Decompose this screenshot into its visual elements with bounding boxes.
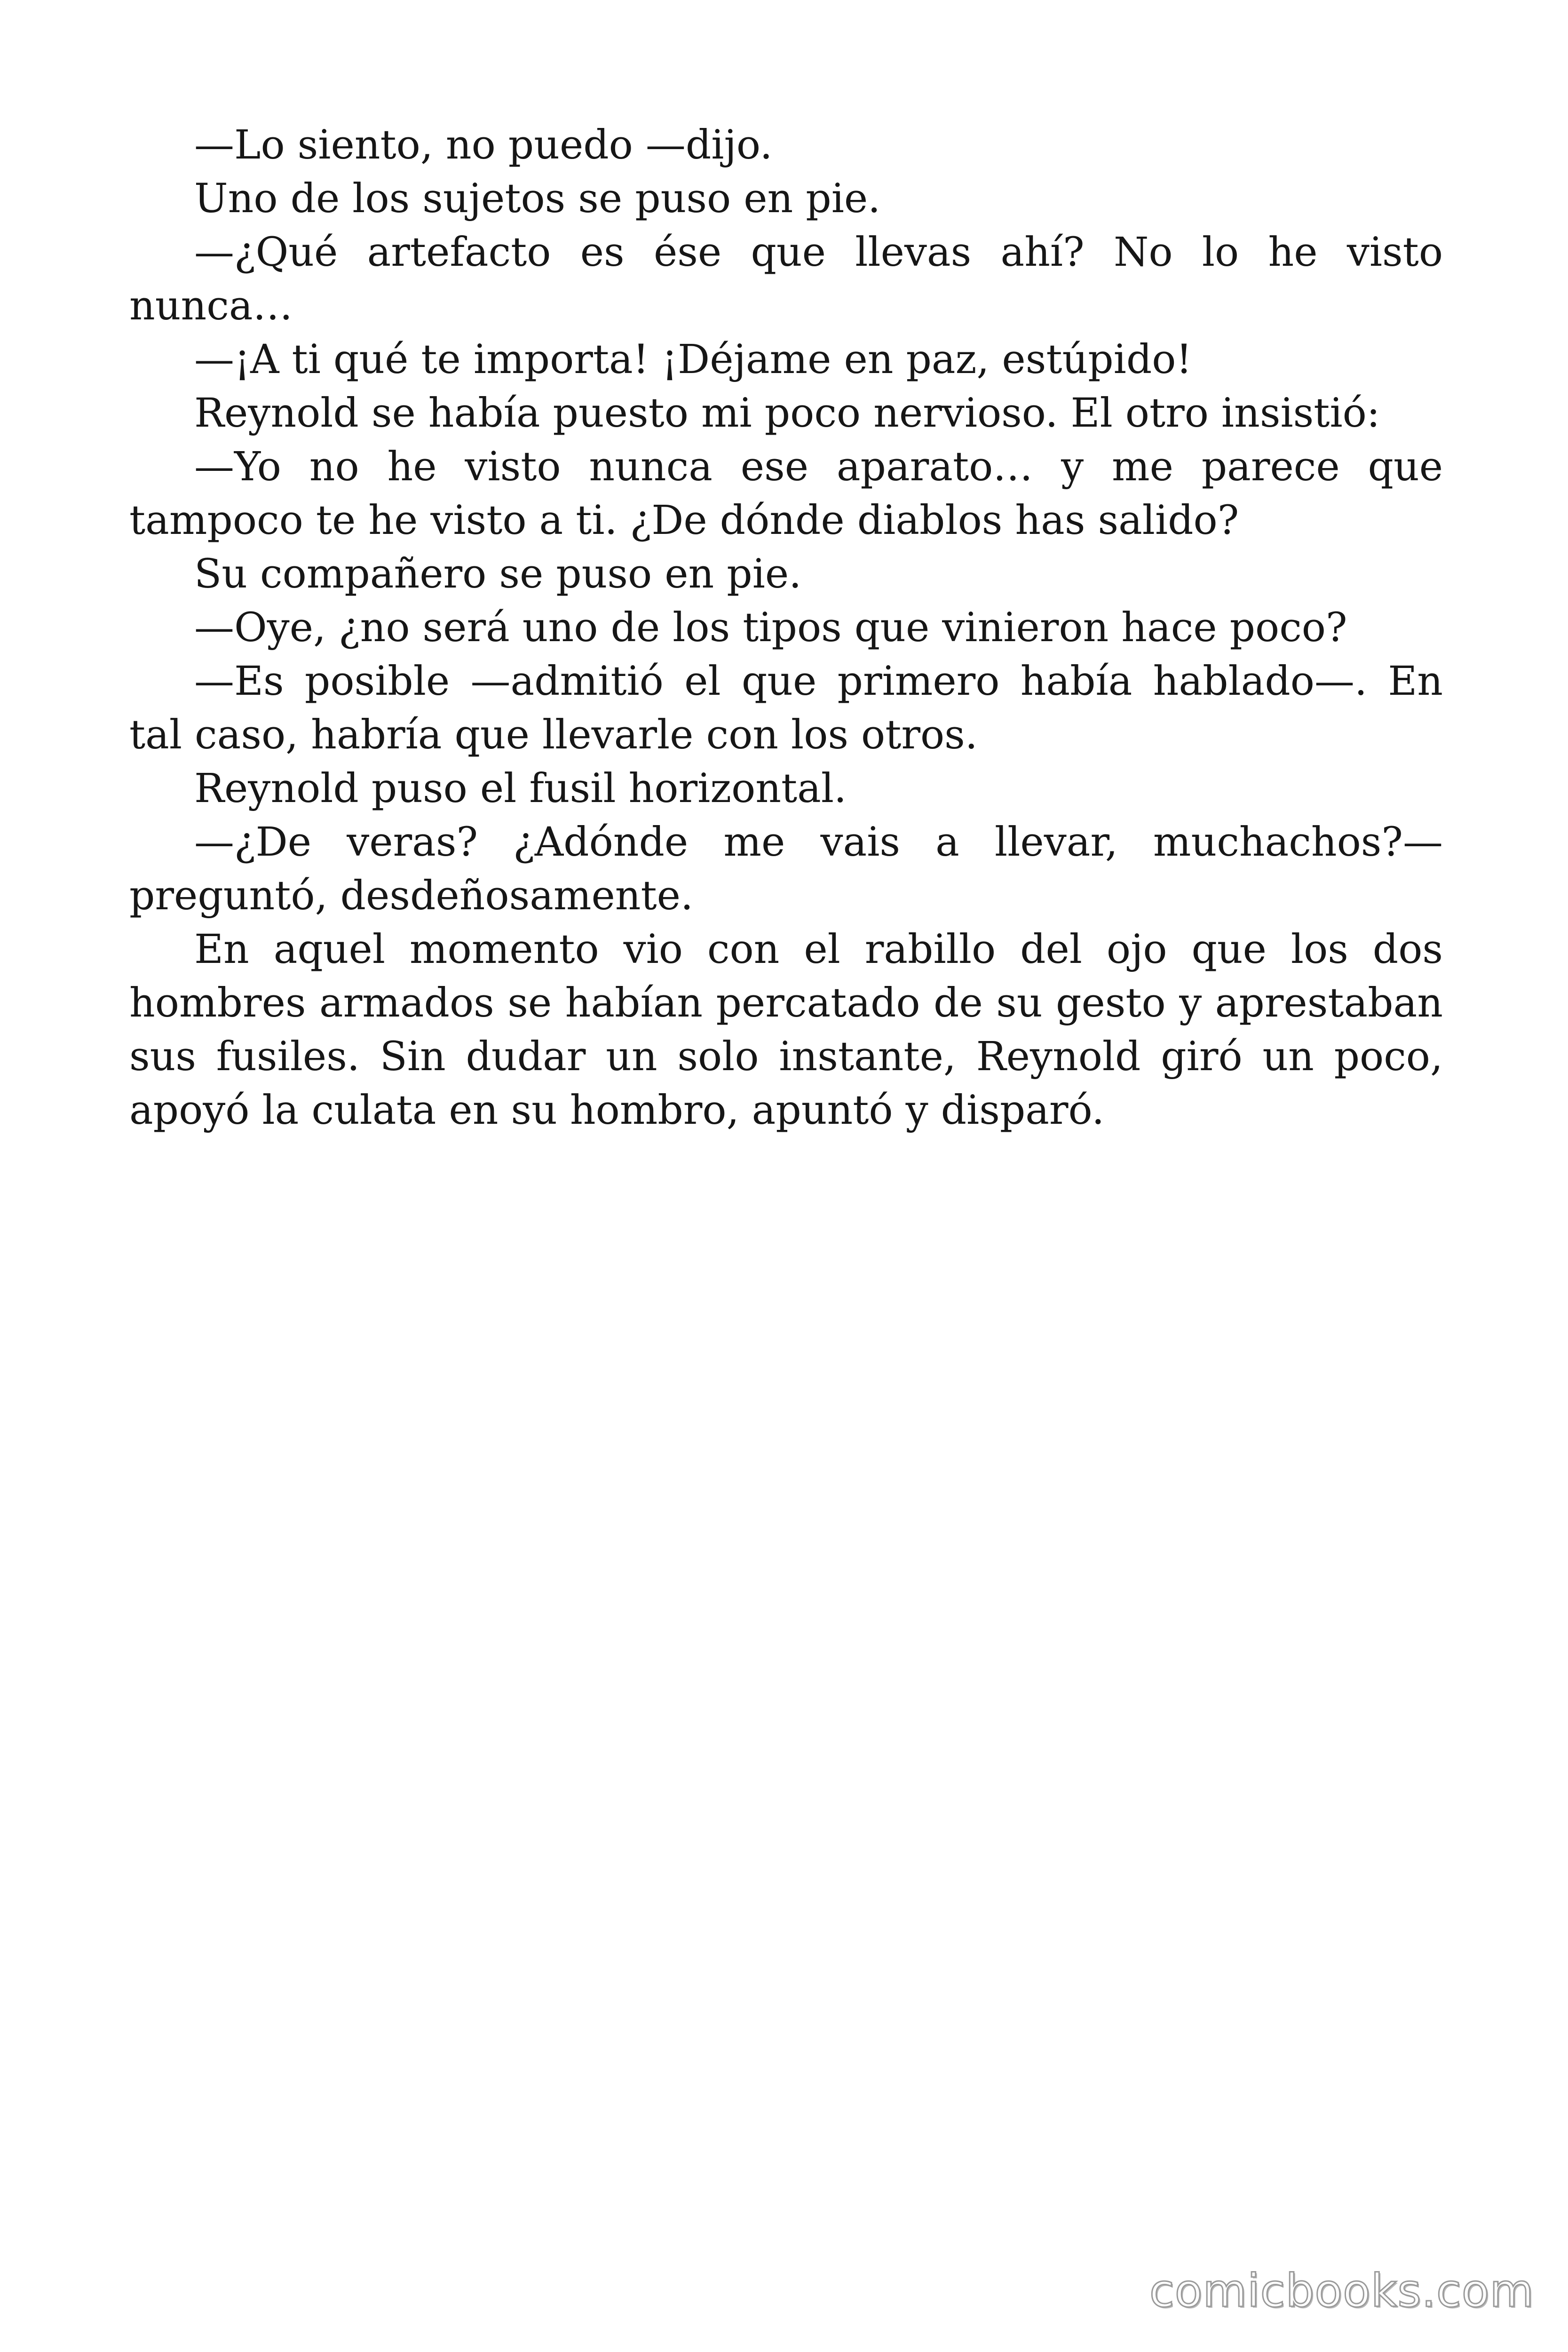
paragraph-6: —Yo no he visto nunca ese aparato… y me parece que tampoco te he visto a ti. ¿De dónde diablos has salido? xyxy=(129,444,1443,544)
body-text xyxy=(129,119,1443,1137)
paragraph-2: Uno de los sujetos se puso en pie. xyxy=(194,175,881,222)
paragraph-8: —Oye, ¿no será uno de los tipos que vinieron hace poco? xyxy=(194,604,1347,651)
paragraph-10: Reynold puso el fusil horizontal. xyxy=(194,765,847,812)
paragraph-9: —Es posible —admitió el que primero había hablado—. En tal caso, habría que llevarle con los otros. xyxy=(129,658,1443,758)
paragraph-1: —Lo siento, no puedo —dijo. xyxy=(194,122,773,168)
paragraph-4: —¡A ti qué te importa! ¡Déjame en paz, estúpido! xyxy=(194,336,1192,383)
watermark-logo: comicbooks.com xyxy=(1149,2265,1534,2317)
paragraph-7: Su compañero se puso en pie. xyxy=(194,551,802,597)
paragraph-5: Reynold se había puesto mi poco nervioso. El otro insistió: xyxy=(194,390,1380,437)
paragraph-12: En aquel momento vio con el rabillo del ojo que los dos hombres armados se habían percatado de su gesto y aprestaban sus fusiles. Sin dudar un solo instante, Reynold giró un poco, apoyó la culata en su hombro, apuntó y disparó. xyxy=(129,926,1443,1134)
paragraph-11: —¿De veras? ¿Adónde me vais a llevar, muchachos?— preguntó, desdeñosamente. xyxy=(129,819,1443,919)
paragraph-3: —¿Qué artefacto es ése que llevas ahí? No lo he visto nunca… xyxy=(129,229,1443,329)
